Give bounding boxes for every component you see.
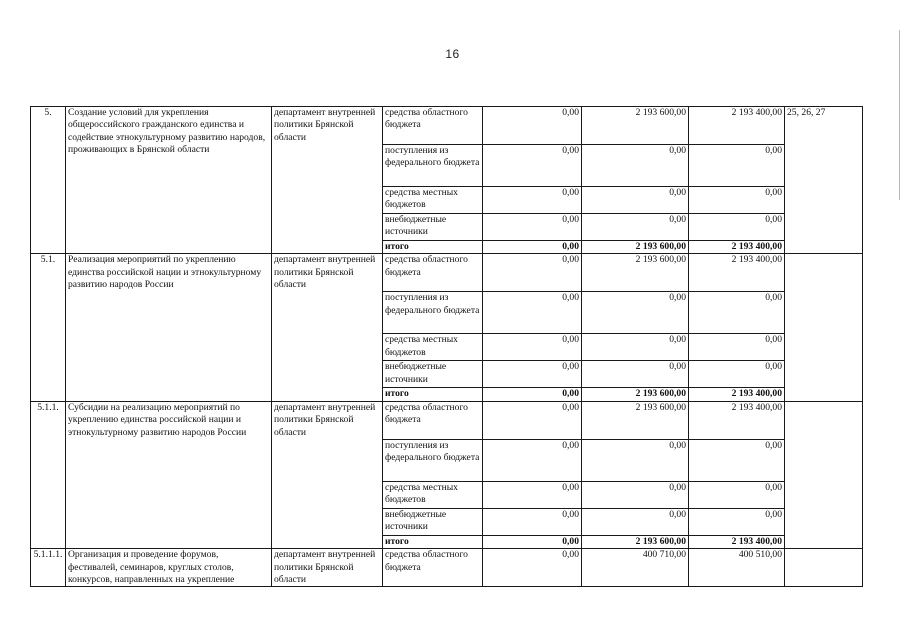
amount-value: 0,00 xyxy=(689,187,785,214)
item-number: 5.1.1.1. xyxy=(31,549,66,587)
amount-value: 0,00 xyxy=(689,214,785,241)
amount-value: 0,00 xyxy=(483,361,582,388)
amount-value: 2 193 400,00 xyxy=(689,401,785,439)
funding-source: средства местных бюджетов xyxy=(383,481,483,508)
item-pages: 25, 26, 27 xyxy=(785,107,863,254)
amount-value: 0,00 xyxy=(483,401,582,439)
amount-value: 0,00 xyxy=(483,535,582,548)
funding-source: средства областного бюджета xyxy=(383,254,483,292)
amount-value: 0,00 xyxy=(689,334,785,361)
amount-value: 2 193 400,00 xyxy=(689,254,785,292)
amount-value: 0,00 xyxy=(483,439,582,481)
amount-value: 0,00 xyxy=(483,549,582,587)
amount-value: 0,00 xyxy=(582,481,689,508)
item-executor: департамент внутренней политики Брянской области xyxy=(272,549,383,587)
amount-value: 0,00 xyxy=(483,254,582,292)
amount-value: 0,00 xyxy=(483,214,582,241)
item-executor: департамент внутренней политики Брянской области xyxy=(272,254,383,401)
scan-edge-line xyxy=(899,30,900,200)
amount-value: 0,00 xyxy=(582,214,689,241)
amount-value: 2 193 400,00 xyxy=(689,107,785,145)
funding-source: внебюджетные источники xyxy=(383,361,483,388)
item-title: Субсидии на реализацию мероприятий по укреплению единства российской нации и этнокультурному развитию народов России xyxy=(66,401,272,548)
amount-value: 2 193 400,00 xyxy=(689,535,785,548)
amount-value: 0,00 xyxy=(582,292,689,334)
funding-source: средства областного бюджета xyxy=(383,549,483,587)
amount-value: 0,00 xyxy=(483,292,582,334)
item-pages xyxy=(785,401,863,548)
amount-value: 0,00 xyxy=(483,334,582,361)
amount-value: 0,00 xyxy=(483,508,582,535)
item-number: 5.1. xyxy=(31,254,66,401)
amount-value: 2 193 600,00 xyxy=(582,254,689,292)
amount-value: 0,00 xyxy=(689,361,785,388)
amount-value: 0,00 xyxy=(582,334,689,361)
amount-value: 2 193 600,00 xyxy=(582,241,689,254)
amount-value: 2 193 600,00 xyxy=(582,535,689,548)
amount-value: 0,00 xyxy=(582,439,689,481)
funding-source: средства областного бюджета xyxy=(383,107,483,145)
amount-value: 0,00 xyxy=(483,187,582,214)
amount-value: 400 710,00 xyxy=(582,549,689,587)
table-row xyxy=(31,549,863,587)
amount-value: 2 193 600,00 xyxy=(582,401,689,439)
budget-table xyxy=(30,106,863,587)
item-number: 5. xyxy=(31,107,66,254)
table-row xyxy=(31,401,863,439)
amount-value: 0,00 xyxy=(689,145,785,187)
table-row xyxy=(31,254,863,292)
amount-value: 2 193 400,00 xyxy=(689,241,785,254)
item-title: Организация и проведение форумов, фестивалей, семинаров, круглых столов, конкурсов, направленных на укрепление xyxy=(66,549,272,587)
item-title: Создание условий для укрепления общероссийского гражданского единства и содействие этнокультурному развитию народов, проживающих в Брянской области xyxy=(66,107,272,254)
funding-source: средства местных бюджетов xyxy=(383,334,483,361)
item-pages xyxy=(785,254,863,401)
amount-value: 0,00 xyxy=(483,107,582,145)
funding-source: средства местных бюджетов xyxy=(383,187,483,214)
amount-value: 0,00 xyxy=(483,145,582,187)
funding-source: поступления из федерального бюджета xyxy=(383,292,483,334)
amount-value: 0,00 xyxy=(689,508,785,535)
page-number: 16 xyxy=(445,47,460,61)
item-executor: департамент внутренней политики Брянской области xyxy=(272,107,383,254)
funding-source: средства областного бюджета xyxy=(383,401,483,439)
amount-value: 0,00 xyxy=(582,508,689,535)
amount-value: 0,00 xyxy=(689,439,785,481)
amount-value: 0,00 xyxy=(689,481,785,508)
amount-value: 2 193 600,00 xyxy=(582,107,689,145)
amount-value: 0,00 xyxy=(582,187,689,214)
item-title: Реализация мероприятий по укреплению единства российской нации и этнокультурному развитию народов России xyxy=(66,254,272,401)
amount-value: 0,00 xyxy=(483,388,582,401)
funding-source: итого xyxy=(383,241,483,254)
amount-value: 0,00 xyxy=(689,292,785,334)
funding-source: итого xyxy=(383,535,483,548)
amount-value: 0,00 xyxy=(483,241,582,254)
amount-value: 2 193 400,00 xyxy=(689,388,785,401)
amount-value: 2 193 600,00 xyxy=(582,388,689,401)
item-pages xyxy=(785,549,863,587)
funding-source: итого xyxy=(383,388,483,401)
funding-source: поступления из федерального бюджета xyxy=(383,145,483,187)
funding-source: поступления из федерального бюджета xyxy=(383,439,483,481)
amount-value: 0,00 xyxy=(483,481,582,508)
amount-value: 400 510,00 xyxy=(689,549,785,587)
item-executor: департамент внутренней политики Брянской области xyxy=(272,401,383,548)
funding-source: внебюджетные источники xyxy=(383,214,483,241)
table-row xyxy=(31,107,863,145)
item-number: 5.1.1. xyxy=(31,401,66,548)
amount-value: 0,00 xyxy=(582,361,689,388)
funding-source: внебюджетные источники xyxy=(383,508,483,535)
amount-value: 0,00 xyxy=(582,145,689,187)
